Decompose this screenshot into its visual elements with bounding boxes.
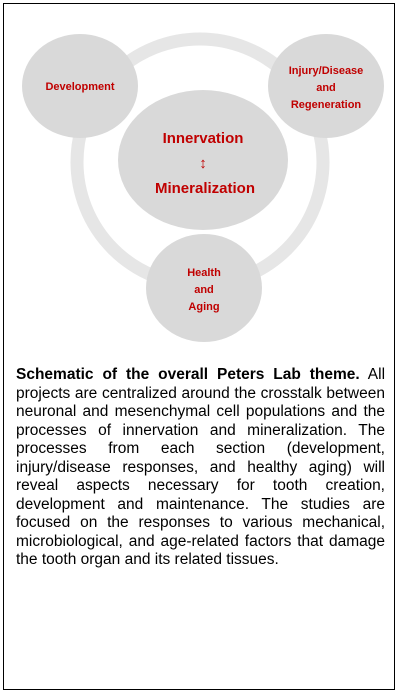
health-aging-node xyxy=(146,234,262,342)
caption-body: All projects are centralized around the crosstalk between neuronal and mesenchymal cell populations and the processes of innervation and mineralization. The processes from each section (development, injury/disease responses, and healthy aging) will reveal aspects necessary for tooth creation, development and maintenance. The studies are focused on the responses to various mechanical, microbiological, and age-related factors that damage the tooth organ and its related tissues. xyxy=(16,366,386,568)
bidirectional-arrow-icon: ↕ xyxy=(199,155,207,172)
figure-caption xyxy=(16,366,385,686)
development-node xyxy=(22,34,138,138)
injury-label-line2: and xyxy=(316,82,336,94)
mineralization-label: Mineralization xyxy=(154,180,256,197)
injury-regeneration-node xyxy=(268,34,384,138)
development-label: Development xyxy=(45,81,115,93)
caption-lead: Schematic of the overall Peters Lab theme. xyxy=(16,366,360,383)
health-label-line2: and xyxy=(194,284,214,296)
health-label-line1: Health xyxy=(187,267,221,279)
health-label-line3: Aging xyxy=(188,301,220,313)
innervation-label: Innervation xyxy=(162,130,244,147)
injury-label-line1: Injury/Disease xyxy=(288,65,364,77)
center-node xyxy=(118,90,288,230)
injury-label-line3: Regeneration xyxy=(290,99,362,111)
